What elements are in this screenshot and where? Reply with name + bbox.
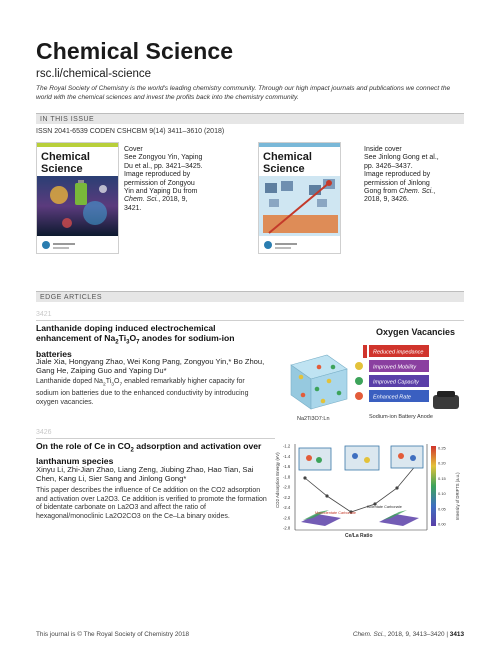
inside-cover-heading: Inside cover [364, 146, 402, 153]
toc-caption: Sodium-ion Battery Anode [369, 414, 433, 420]
cover-credit: See Zongyou Yin, Yaping Du et al., pp. 3421–3425. [124, 154, 203, 170]
graphic-ytick-3: -1.8 [283, 474, 291, 480]
edge-articles-bar [36, 291, 464, 302]
graphic-ytick-1: -1.4 [283, 453, 291, 459]
toc-formula: Na2Ti3O7:Ln [297, 416, 330, 422]
toc-item-1: Reduced impedance [373, 349, 424, 356]
article-2-graphical-abstract [275, 438, 465, 538]
article-divider [36, 320, 464, 321]
graphic-ctick-5: 0.00 [438, 521, 446, 527]
toc-item-2: Improved Mobility [373, 364, 417, 371]
inside-cover-credit: See Jinlong Gong et al., pp. 3426–3437. [364, 154, 439, 170]
graphic-ytick-8: -2.8 [283, 525, 291, 531]
graphic-label-mono: Monodentate Carbonate [315, 511, 356, 515]
graphic-ytick-0: -1.2 [283, 443, 291, 449]
cover-image[interactable] [36, 142, 119, 254]
journal-description: The Royal Society of Chemistry is the world's leading chemistry community. Through our high impact journals and publications we connect the world with the chemical sciences and invest the profits back into the chemistry community. [36, 85, 451, 101]
cover-citation: , 2018, 9, 3421. [124, 196, 188, 212]
inside-cover-journal-name-line2: Science [263, 163, 305, 175]
rsc-logo-icon-2 [264, 241, 272, 249]
in-this-issue-label: IN THIS ISSUE [40, 115, 95, 123]
graphic-ytick-4: -2.0 [283, 484, 291, 490]
rsc-logo-icon [42, 241, 50, 249]
journal-url[interactable]: rsc.li/chemical-science [36, 68, 152, 80]
inside-cover-reproduced: Image reproduced by permission of Jinlong Gong from [364, 171, 431, 196]
inside-cover-artwork [259, 143, 341, 254]
cover-journal-abbrev: Chem. Sci. [124, 196, 159, 204]
cover-artwork [37, 143, 119, 254]
edge-articles-label: EDGE ARTICLES [40, 293, 103, 301]
graphic-ytick-6: -2.4 [283, 505, 291, 510]
cover-heading: Cover [124, 146, 143, 153]
graphic-ctick-4: 0.05 [438, 506, 446, 512]
graphic-ctick-0: 0.25 [438, 445, 446, 451]
graphic-ylabel: CO2 Adsorption Energy (eV) [275, 452, 280, 508]
footer-page-number: 3413 [449, 631, 464, 638]
graphic-ctick-2: 0.15 [438, 475, 446, 481]
graphic-right-label: Intensity of DRIFTS (a.u.) [455, 472, 460, 520]
journal-title: Chemical Science [36, 38, 234, 64]
inside-cover-caption [364, 146, 444, 205]
in-this-issue-bar [36, 113, 464, 124]
toc-item-4: Enhanced Rate [373, 394, 411, 401]
toc-heading: Oxygen Vacancies [376, 327, 456, 337]
inside-cover-journal-name-line1: Chemical [263, 151, 312, 163]
graphic-ytick-2: -1.6 [283, 464, 291, 469]
article-abstract: Lanthanide doped $Na_2Ti_3O_7$ enabled remarkably higher capacity for sodium ion batteries due to the enhanced conductivity by introducing oxygen vacancies. [36, 378, 249, 406]
graphic-label-bi: Bidentate Carbonate [367, 505, 402, 509]
article-title[interactable]: Lanthanide doping induced electrochemical enhancement of $Na_2Ti_3O_7$ anodes for sodium-ion batteries [36, 323, 235, 359]
article-page-number: 3421 [36, 311, 52, 318]
cover-reproduced: Image reproduced by permission of Zongyou Yin and Yaping Du from [124, 171, 198, 196]
footer-citation: Chem. Sci., 2018, 9, 3413–3420 | 3413 [352, 631, 464, 638]
article-authors-2: Xinyu Li, Zhi-Jian Zhao, Liang Zeng, Jiubing Zhao, Hao Tian, Sai Chen, Kang Li, Sier Sang and Jinlong Gong* [36, 465, 254, 484]
inside-cover-citation: , 2018, 9, 3426. [364, 188, 436, 204]
toc-item-3: Improved Capacity [373, 379, 419, 386]
graphic-ytick-5: -2.2 [283, 494, 291, 500]
graphic-ctick-1: 0.20 [438, 460, 446, 466]
footer-copyright: This journal is © The Royal Society of Chemistry 2018 [36, 631, 190, 638]
issn-line: ISSN 2041-6539 CODEN CSHCBM 9(14) 3411–3610 (2018) [36, 128, 225, 135]
article-abstract-2: This paper describes the influence of Ce addition on the CO2 adsorption and activation over La2O3. Ce addition is verified to promote the formation of bidentate carbonate on La2O3 and affect the ratio of hexagonal/monoclinic La2O2CO3 on the Ce–La binary oxides. [36, 487, 267, 521]
cover-journal-name-line2: Science [41, 163, 83, 175]
cover-caption [124, 146, 204, 213]
inside-cover-image[interactable] [258, 142, 341, 254]
article-page-number-2: 3426 [36, 429, 52, 436]
graphic-colorbar [431, 446, 436, 526]
article-authors: Jiale Xia, Hongyang Zhao, Wei Kong Pang, Zongyou Yin,* Bo Zhou, Gang He, Zaiping Guo and Yaping Du* [36, 357, 265, 376]
graphic-ctick-3: 0.10 [438, 491, 446, 497]
graphic-ytick-7: -2.6 [283, 515, 291, 521]
article-title-2[interactable]: On the role of Ce in $CO_2$ adsorption and activation over lanthanum species [36, 441, 262, 467]
graphic-xlabel: Ce/La Ratio [345, 533, 373, 538]
inside-cover-journal-abbrev: Chem. Sci. [399, 188, 434, 196]
article-graphical-abstract [283, 323, 465, 423]
cover-journal-name-line1: Chemical [41, 151, 90, 163]
